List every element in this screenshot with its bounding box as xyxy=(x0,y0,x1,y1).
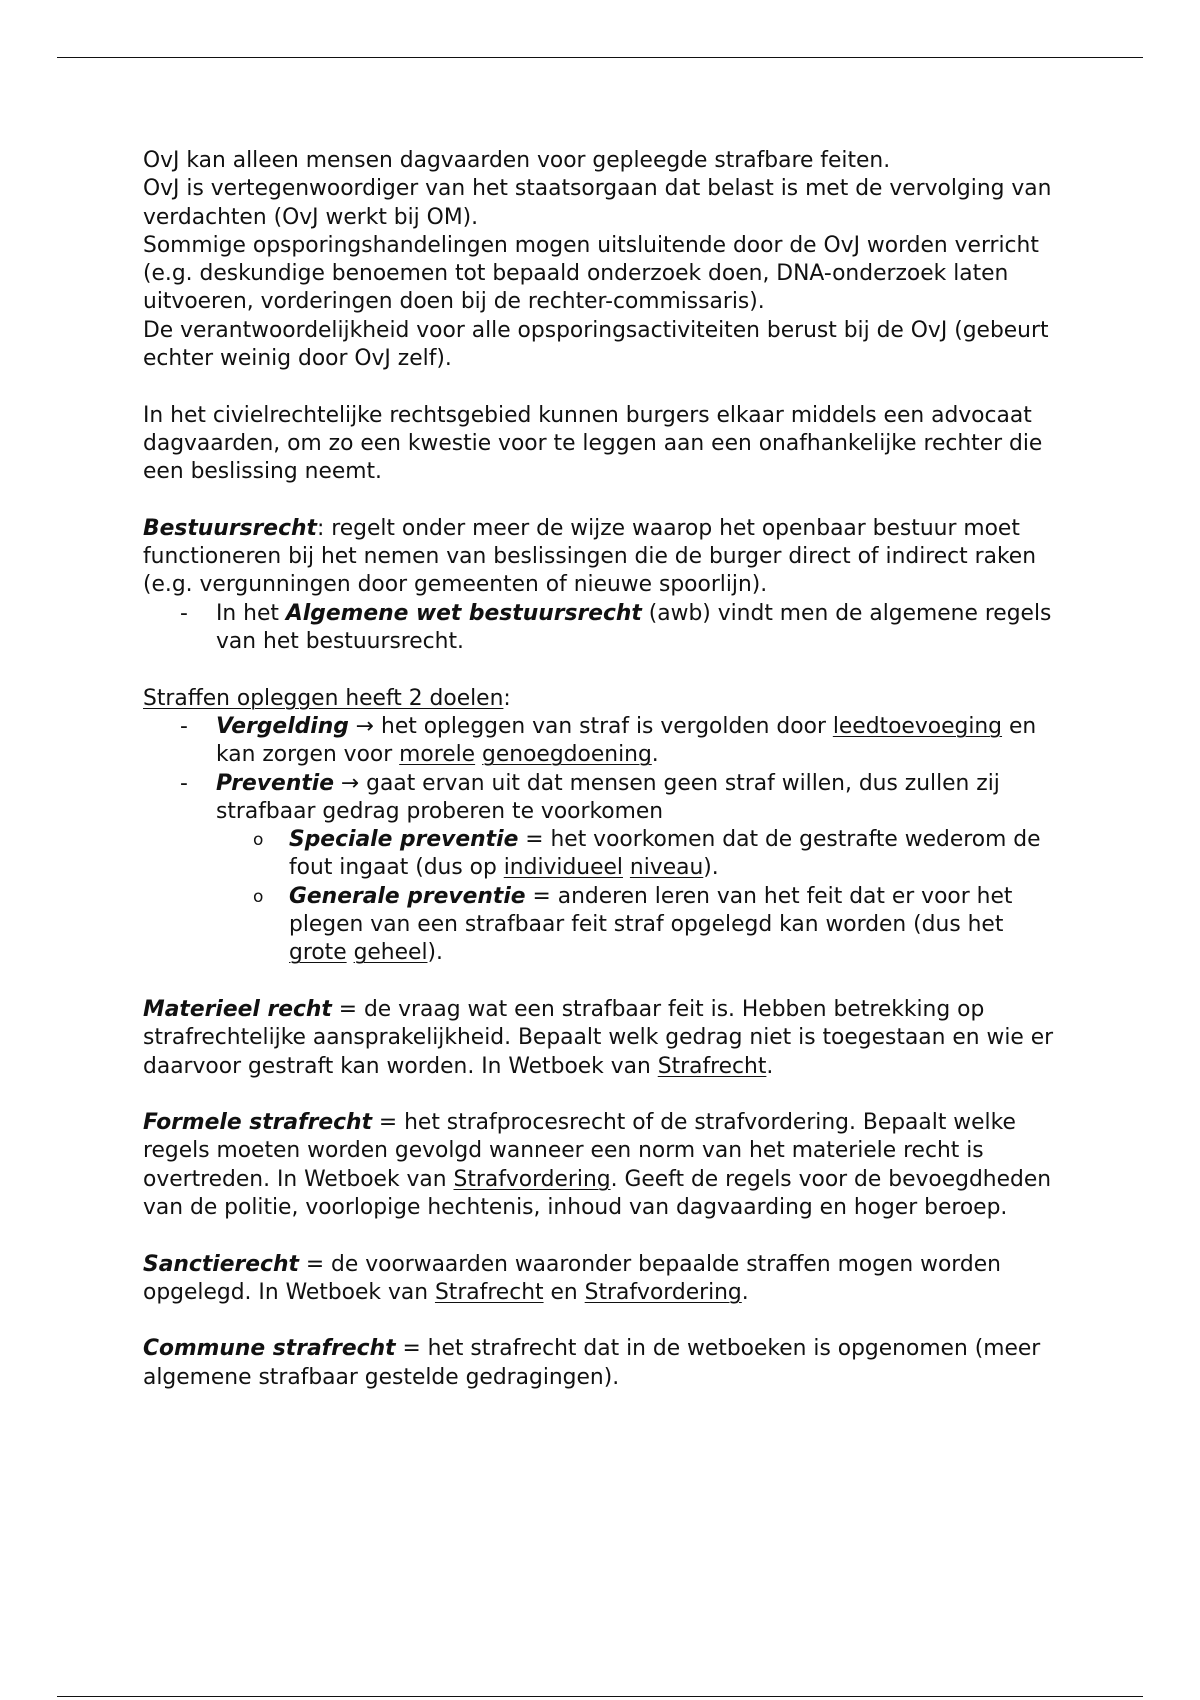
paragraph-sanctierecht: Sanctierecht = de voorwaarden waaronder bepaalde straffen mogen worden opgelegd. In Wetboek van Strafrecht en Strafvordering. xyxy=(143,1251,1001,1305)
paragraph-opsporingshandelingen: Sommige opsporingshandelingen mogen uitsluitende door de OvJ worden verricht (e.g. deskundige benoemen tot bepaald onderzoek doen, DNA-onderzoek laten uitvoeren, vorderingen doen bij de rechter-commissaris). xyxy=(143,232,1039,315)
paragraph-materieel-recht: Materieel recht = de vraag wat een strafbaar feit is. Hebben betrekking op strafrechtelijke aansprakelijkheid. Bepaalt welk gedrag niet is toegestaan en wie er daarvoor gestraft kan worden. In Wetboek van Strafrecht. xyxy=(143,996,1054,1079)
term-bestuursrecht: Bestuursrecht xyxy=(143,515,317,541)
heading-straffen: Straffen opleggen heeft 2 doelen: xyxy=(143,685,511,711)
term-sanctierecht: Sanctierecht xyxy=(143,1251,299,1277)
dash-marker: - xyxy=(180,713,188,739)
page-content xyxy=(143,147,1063,1392)
sub-item-speciale-preventie: o Speciale preventie = het voorkomen dat de gestrafte wederom de fout ingaat (dus op individueel niveau). xyxy=(253,827,1041,881)
list-item-awb: - In het Algemene wet bestuursrecht (awb) vindt men de algemene regels van het bestuursrecht. xyxy=(180,600,1052,655)
term-materieel-recht: Materieel recht xyxy=(143,996,332,1022)
paragraph-commune-strafrecht: Commune strafrecht = het strafrecht dat in de wetboeken is opgenomen (meer algemene strafbaar gestelde gedragingen). xyxy=(143,1336,1041,1390)
paragraph-ovj-vertegenwoordiger: OvJ is vertegenwoordiger van het staatsorgaan dat belast is met de vervolging van verdachten (OvJ werkt bij OM). xyxy=(143,176,1052,230)
paragraph-civielrecht: In het civielrechtelijke rechtsgebied kunnen burgers elkaar middels een advocaat dagvaarden, om zo een kwestie voor te leggen aan een onafhankelijke rechter die een beslissing neemt. xyxy=(143,402,1043,485)
dash-marker: - xyxy=(180,600,188,626)
list-item-vergelding: - Vergelding → het opleggen van straf is vergolden door leedtoevoeging en kan zorgen voor morele genoegdoening. xyxy=(180,713,1037,768)
footer-rule xyxy=(57,1696,1143,1697)
paragraph-bestuursrecht: Bestuursrecht: regelt onder meer de wijze waarop het openbaar bestuur moet functioneren bij het nemen van beslissingen die de burger direct of indirect raken (e.g. vergunningen door gemeenten of nieuwe spoorlijn). xyxy=(143,515,1037,598)
paragraph-verantwoordelijkheid: De verantwoordelijkheid voor alle opsporingsactiviteiten berust bij de OvJ (gebeurt echter weinig door OvJ zelf). xyxy=(143,317,1049,372)
sub-item-generale-preventie: o Generale preventie = anderen leren van het feit dat er voor het plegen van een strafbaar feit straf opgelegd kan worden (dus het grote geheel). xyxy=(253,883,1013,966)
term-generale-preventie: Generale preventie xyxy=(289,883,526,909)
term-vergelding: Vergelding xyxy=(216,713,349,739)
circle-marker: o xyxy=(253,830,264,851)
term-formele-strafrecht: Formele strafrecht xyxy=(143,1110,372,1136)
term-commune-strafrecht: Commune strafrecht xyxy=(143,1336,396,1362)
header-rule xyxy=(57,57,1143,58)
paragraph-formele-strafrecht: Formele strafrecht = het strafprocesrecht of de strafvordering. Bepaalt welke regels moeten worden gevolgd wanneer een norm van het materiele recht is overtreden. In Wetboek van Strafvordering. Geeft de regels voor de bevoegdheden van de politie, voorlopige hechtenis, inhoud van dagvaarding en hoger beroep. xyxy=(143,1110,1052,1220)
circle-marker: o xyxy=(253,886,264,907)
list-item-preventie: - Preventie → gaat ervan uit dat mensen geen straf willen, dus zullen zij strafbaar gedrag proberen te voorkomen xyxy=(180,770,1000,824)
paragraph-ovj-dagvaarden: OvJ kan alleen mensen dagvaarden voor gepleegde strafbare feiten. xyxy=(143,148,891,173)
term-awb: Algemene wet bestuursrecht xyxy=(285,600,642,626)
arrow-icon: → xyxy=(348,713,381,739)
arrow-icon: → xyxy=(334,770,367,796)
term-speciale-preventie: Speciale preventie xyxy=(289,827,519,853)
term-preventie: Preventie xyxy=(216,770,335,796)
dash-marker: - xyxy=(180,770,188,796)
